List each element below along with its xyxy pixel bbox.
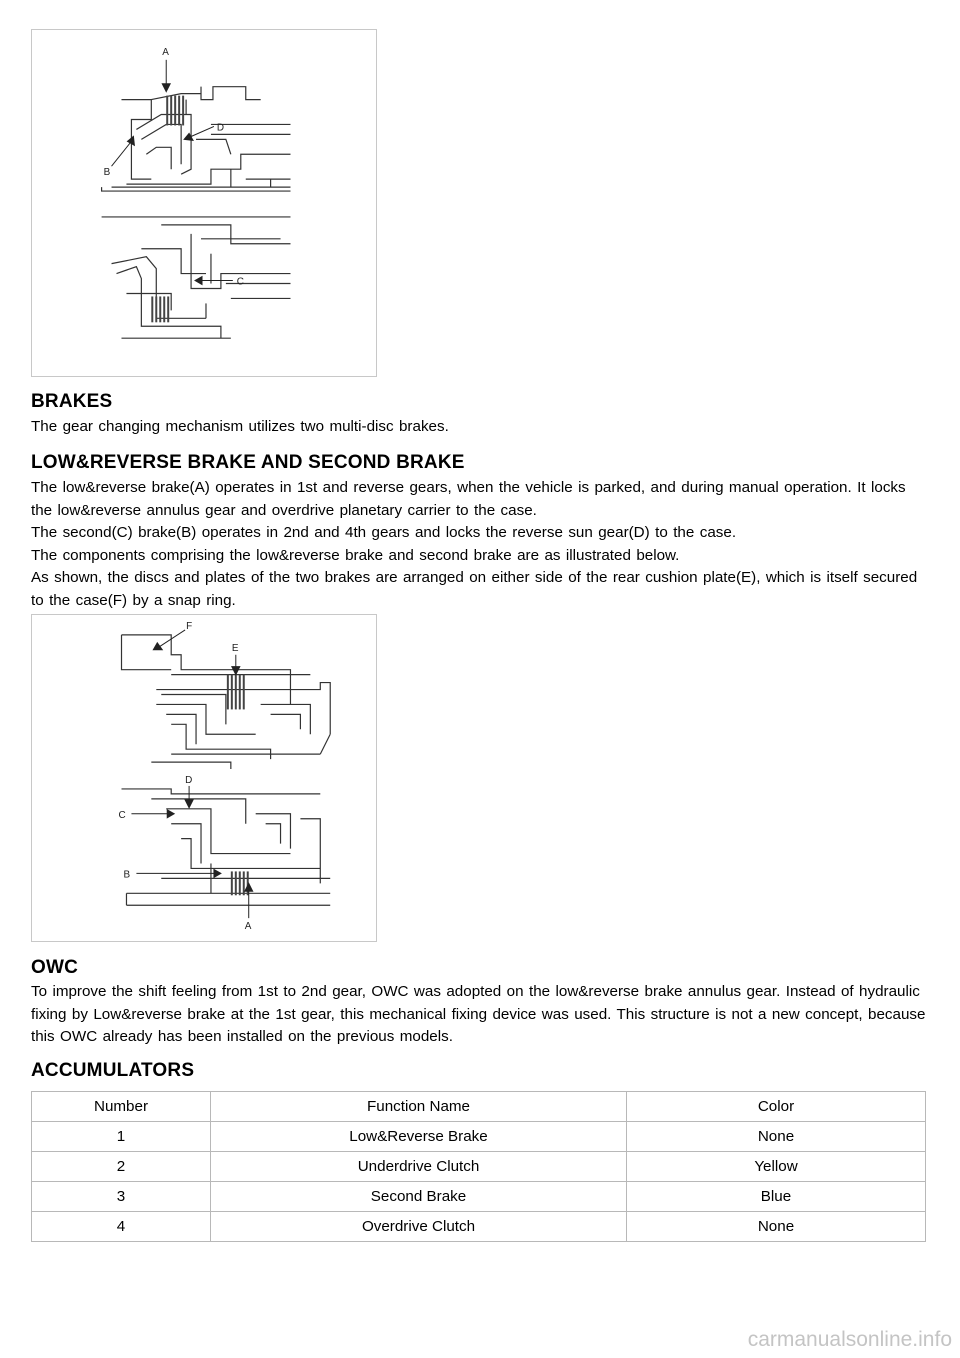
heading-low-reverse-second-brake: LOW&REVERSE BRAKE AND SECOND BRAKE [31,452,465,473]
fig1-label-a: A [162,46,169,58]
fig2-label-a: A [244,921,252,933]
low-reverse-paragraph-4: As shown, the discs and plates of the two brakes are arranged on either side of the rear cushion plate(E), which is itself secured to the case(F) by a snap ring. [31,569,918,609]
fig2-label-d: D [185,774,193,786]
fig2-label-b: B [123,869,131,881]
header-number: Number [32,1092,211,1122]
accumulators-table [31,1091,926,1242]
fig2-label-c: C [118,809,126,821]
header-function-name: Function Name [211,1092,627,1122]
header-color: Color [627,1092,926,1122]
cell-number: 3 [32,1182,211,1212]
low-reverse-paragraph-1: The low&reverse brake(A) operates in 1st and reverse gears, when the vehicle is parked, and during manual operation. It locks the low&reverse annulus gear and overdrive planetary carrier to the case. [31,479,906,519]
cell-color: Blue [627,1182,926,1212]
fig1-label-b: B [103,167,111,179]
table-row [32,1152,926,1182]
brake-diagram-1 [32,30,376,376]
cell-function-name: Underdrive Clutch [211,1152,627,1182]
cell-number: 4 [32,1212,211,1242]
heading-owc: OWC [31,957,79,978]
cell-number: 2 [32,1152,211,1182]
low-reverse-paragraph-3: The components comprising the low&reverse brake and second brake are as illustrated below. [31,547,680,564]
table-header-row [32,1092,926,1122]
heading-accumulators: ACCUMULATORS [31,1060,195,1081]
cell-color: None [627,1212,926,1242]
fig1-label-c: C [236,276,244,288]
fig2-label-f: F [186,620,193,632]
figure-brake-cross-section-1 [31,29,377,377]
cell-function-name: Second Brake [211,1182,627,1212]
cell-number: 1 [32,1122,211,1152]
table-row [32,1212,926,1242]
table-row [32,1122,926,1152]
low-reverse-paragraph-2: The second(C) brake(B) operates in 2nd and 4th gears and locks the reverse sun gear(D) to the case. [31,524,737,541]
fig2-label-e: E [231,642,239,654]
cell-function-name: Overdrive Clutch [211,1212,627,1242]
owc-text: To improve the shift feeling from 1st to 2nd gear, OWC was adopted on the low&reverse brake annulus gear. Instead of hydraulic fixing by Low&reverse brake at the 1st gear, this mechanical fixing device was used. This structure is not a new concept, because this OWC already has been installed on the previous models. [31,983,926,1045]
heading-brakes: BRAKES [31,391,113,412]
cell-function-name: Low&Reverse Brake [211,1122,627,1152]
watermark: carmanualsonline.info [747,1328,952,1351]
fig1-label-d: D [216,122,225,134]
cell-color: None [627,1122,926,1152]
figure-brake-cross-section-2 [31,614,377,942]
cell-color: Yellow [627,1152,926,1182]
brakes-text: The gear changing mechanism utilizes two multi-disc brakes. [31,418,449,435]
brake-diagram-2 [32,615,376,941]
table-row [32,1182,926,1212]
